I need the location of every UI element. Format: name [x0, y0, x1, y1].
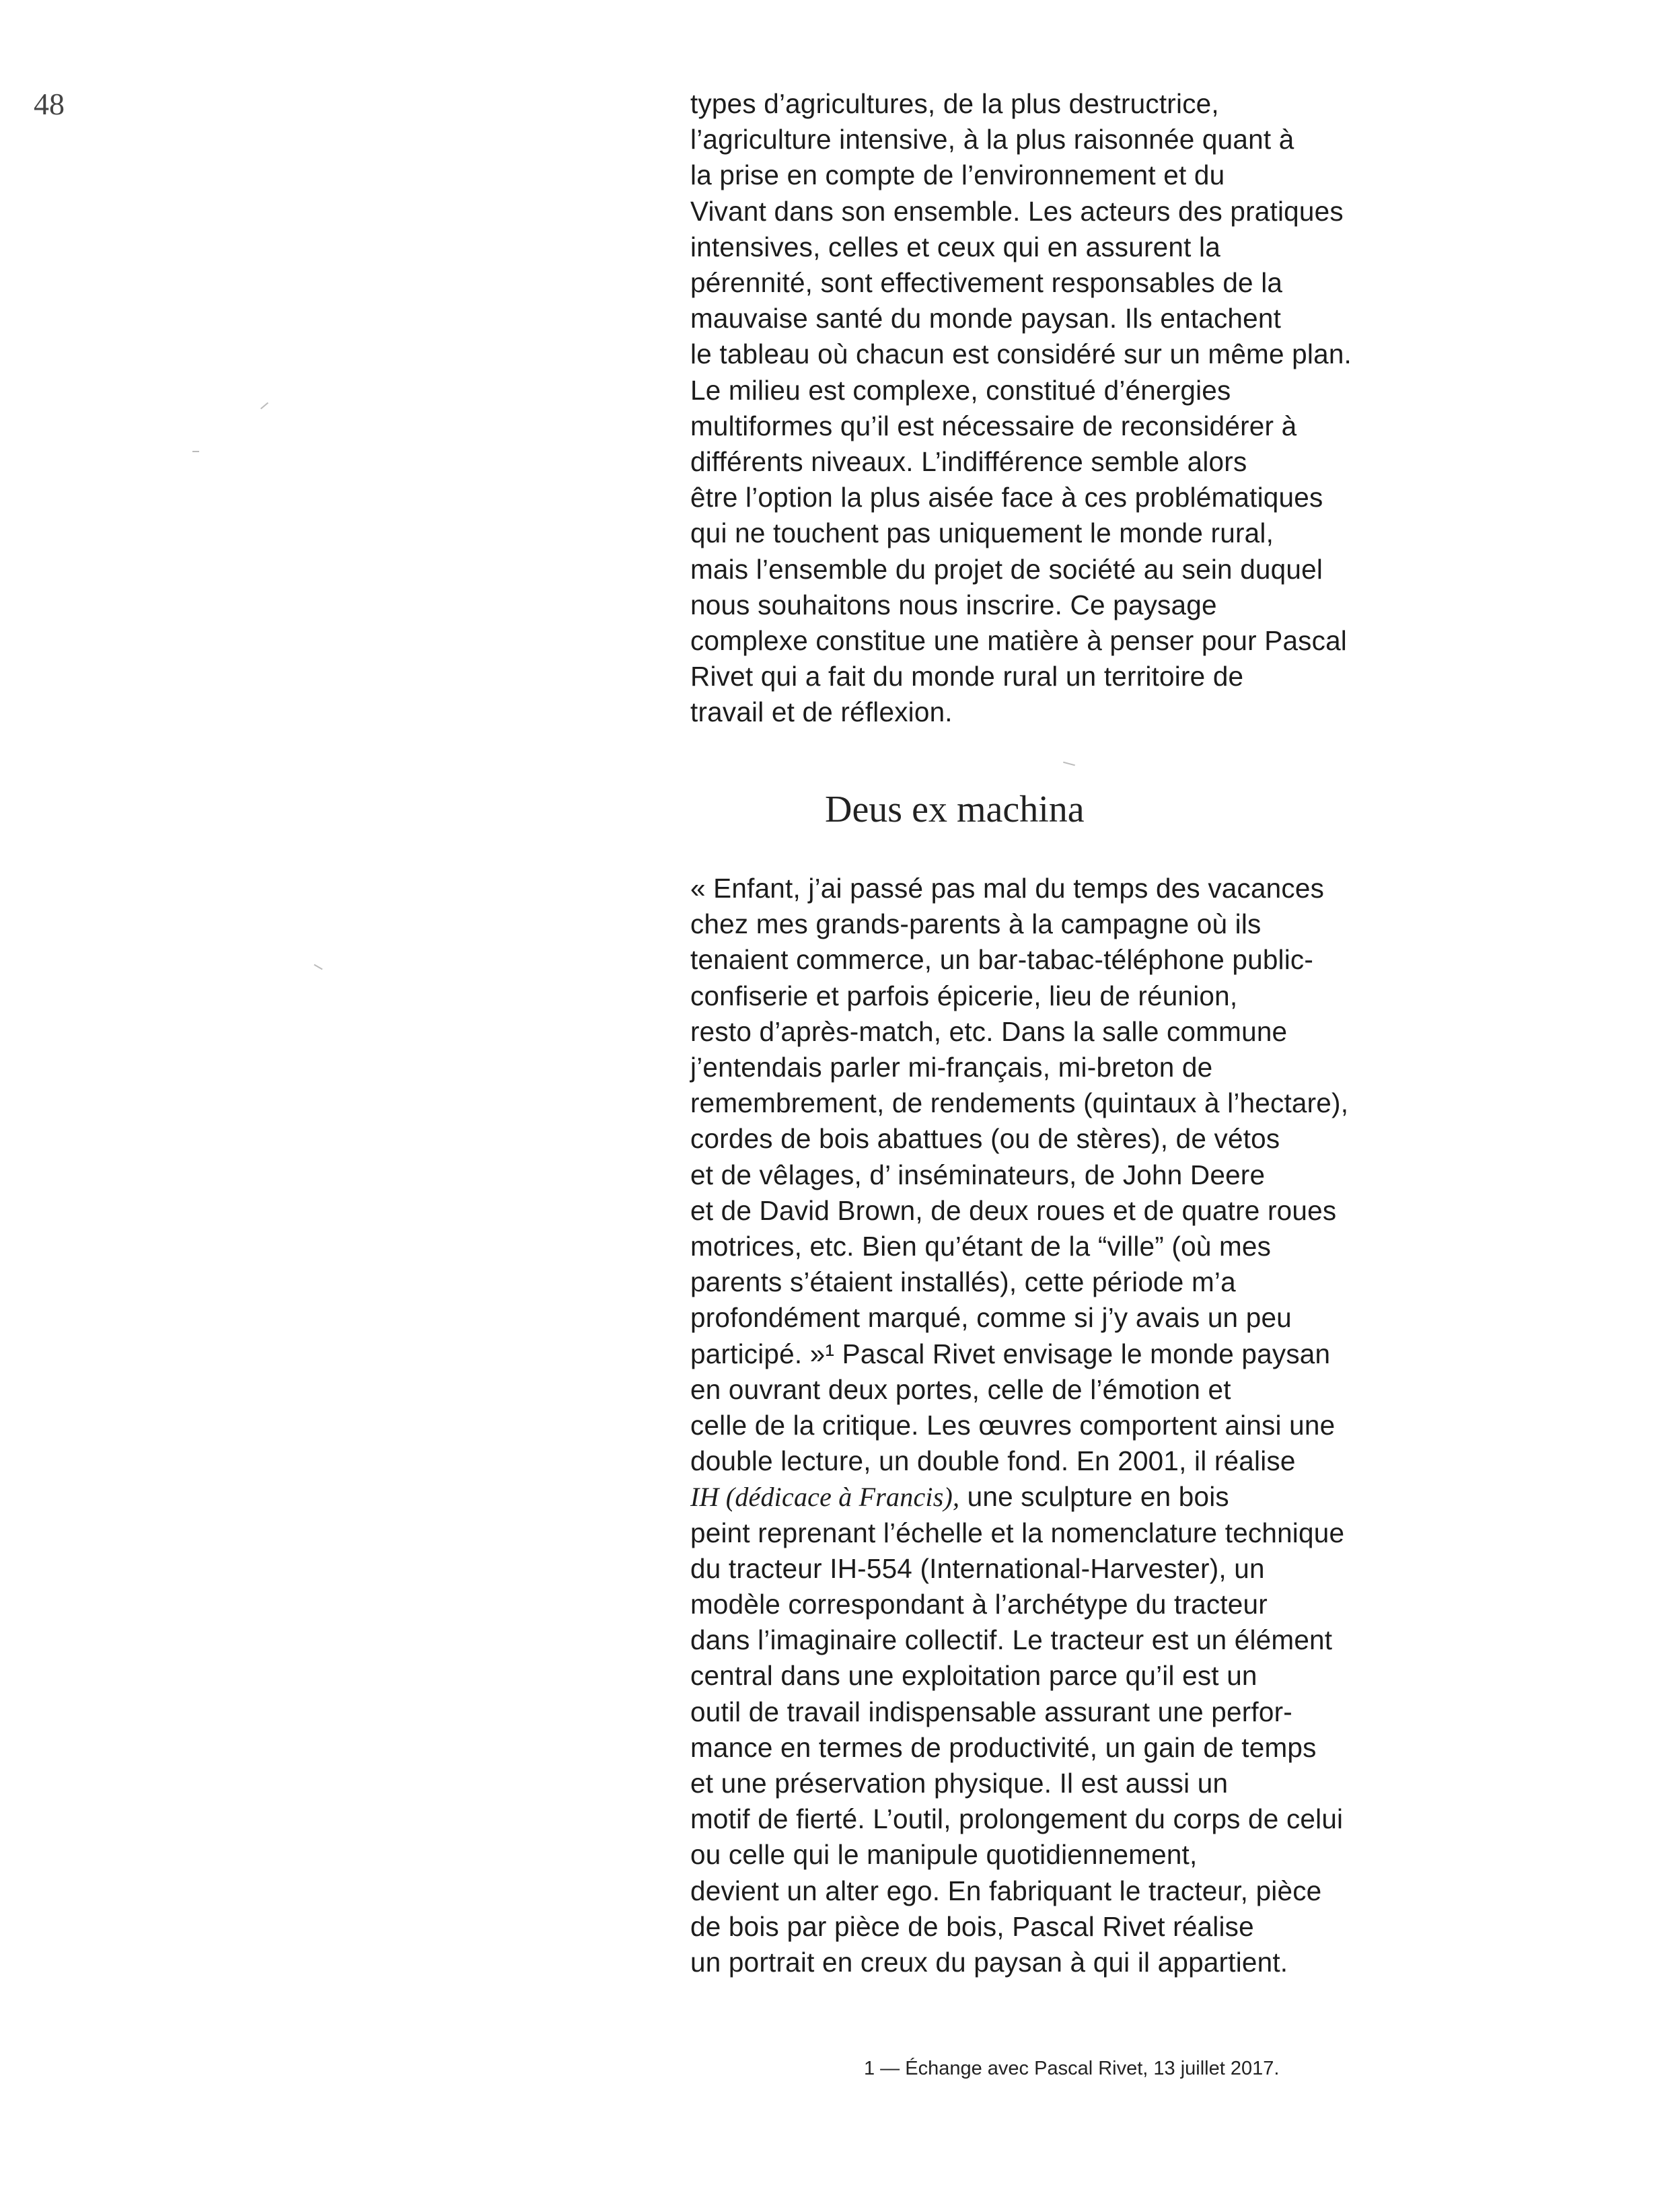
text-line: complexe constitue une matière à penser pour Pascal: [690, 625, 1347, 657]
text-line: mauvaise santé du monde paysan. Ils entachent: [690, 303, 1282, 334]
scan-speck: [192, 451, 199, 452]
text-line: être l’option la plus aisée face à ces problématiques: [690, 482, 1323, 513]
text-line: l’agriculture intensive, à la plus raisonnée quant à: [690, 124, 1294, 155]
text-line: intensives, celles et ceux qui en assurent la: [690, 231, 1220, 262]
text-line: Le milieu est complexe, constitué d’énergies: [690, 374, 1231, 406]
text-line: devient un alter ego. En fabriquant le tracteur, pièce: [690, 1875, 1322, 1906]
text-line: profondément marqué, comme si j’y avais un peu: [690, 1302, 1292, 1334]
text-line: confiserie et parfois épicerie, lieu de réunion,: [690, 980, 1238, 1011]
text-line: différents niveaux. L’indifférence semble alors: [690, 446, 1247, 478]
text-line: peint reprenant l’échelle et la nomenclature technique: [690, 1517, 1345, 1548]
text-line: travail et de réflexion.: [690, 696, 953, 728]
text-line: types d’agricultures, de la plus destructrice,: [690, 88, 1219, 119]
scan-speck: [260, 402, 268, 410]
text-line: ou celle qui le manipule quotidiennement,: [690, 1839, 1198, 1871]
text-line: participé. »¹ Pascal Rivet envisage le monde paysan: [690, 1338, 1331, 1369]
text-line: central dans une exploitation parce qu’il est un: [690, 1660, 1257, 1692]
text-line: outil de travail indispensable assurant une perfor-: [690, 1696, 1292, 1727]
text-line: multiformes qu’il est nécessaire de reconsidérer à: [690, 410, 1297, 441]
text-line: et de vêlages, d’ inséminateurs, de John Deere: [690, 1159, 1266, 1190]
text-line: Rivet qui a fait du monde rural un territoire de: [690, 661, 1244, 692]
text-line: nous souhaitons nous inscrire. Ce paysage: [690, 589, 1217, 620]
text-line: de bois par pièce de bois, Pascal Rivet réalise: [690, 1910, 1254, 1942]
text-line: et de David Brown, de deux roues et de quatre roues: [690, 1194, 1337, 1226]
footnote: 1 — Échange avec Pascal Rivet, 13 juillet 2017.: [864, 2058, 1280, 2079]
text-line: Vivant dans son ensemble. Les acteurs des pratiques: [690, 195, 1344, 227]
text-line: celle de la critique. Les œuvres comportent ainsi une: [690, 1410, 1336, 1441]
text-line: modèle correspondant à l’archétype du tracteur: [690, 1589, 1268, 1620]
text-line: du tracteur IH-554 (International-Harvester), un: [690, 1552, 1265, 1584]
text-line-rest: une sculpture en bois: [959, 1481, 1229, 1513]
body-paragraph-deus-ex-machina: [690, 871, 1424, 1980]
text-line: chez mes grands-parents à la campagne où ils: [690, 908, 1262, 940]
text-line: « Enfant, j’ai passé pas mal du temps des vacances: [690, 873, 1325, 904]
scan-speck: [314, 964, 322, 970]
text-line: et une préservation physique. Il est aussi un: [690, 1768, 1229, 1799]
text-line: en ouvrant deux portes, celle de l’émotion et: [690, 1373, 1231, 1405]
body-paragraph-intro: [690, 86, 1424, 731]
text-line: mais l’ensemble du projet de société au sein duquel: [690, 553, 1323, 585]
text-line: pérennité, sont effectivement responsables de la: [690, 267, 1283, 299]
text-line: parents s’étaient installés), cette période m’a: [690, 1266, 1236, 1298]
text-line: motif de fierté. L’outil, prolongement du corps de celui: [690, 1803, 1344, 1835]
text-line: remembrement, de rendements (quintaux à l’hectare),: [690, 1087, 1349, 1119]
text-line: cordes de bois abattues (ou de stères), de vétos: [690, 1123, 1280, 1155]
text-line: dans l’imaginaire collectif. Le tracteur est un élément: [690, 1624, 1333, 1656]
text-line: qui ne touchent pas uniquement le monde rural,: [690, 517, 1274, 549]
text-line: double lecture, un double fond. En 2001, il réalise: [690, 1445, 1296, 1477]
section-title: Deus ex machina: [825, 789, 1085, 830]
page-number: 48: [34, 87, 65, 121]
artwork-title: IH (dédicace à Francis),: [690, 1482, 960, 1513]
text-line: tenaient commerce, un bar-tabac-téléphone public-: [690, 944, 1314, 976]
text-line: j’entendais parler mi-français, mi-breton de: [690, 1052, 1213, 1083]
text-line: resto d’après-match, etc. Dans la salle commune: [690, 1015, 1288, 1047]
text-line: mance en termes de productivité, un gain de temps: [690, 1731, 1317, 1763]
text-line: la prise en compte de l’environnement et du: [690, 159, 1225, 191]
text-line: le tableau où chacun est considéré sur un même plan.: [690, 338, 1352, 370]
scan-speck: [1063, 762, 1075, 766]
text-line: [690, 1479, 1424, 1515]
text-line: motrices, etc. Bien qu’étant de la “ville” (où mes: [690, 1231, 1272, 1262]
text-line: un portrait en creux du paysan à qui il appartient.: [690, 1947, 1288, 1978]
